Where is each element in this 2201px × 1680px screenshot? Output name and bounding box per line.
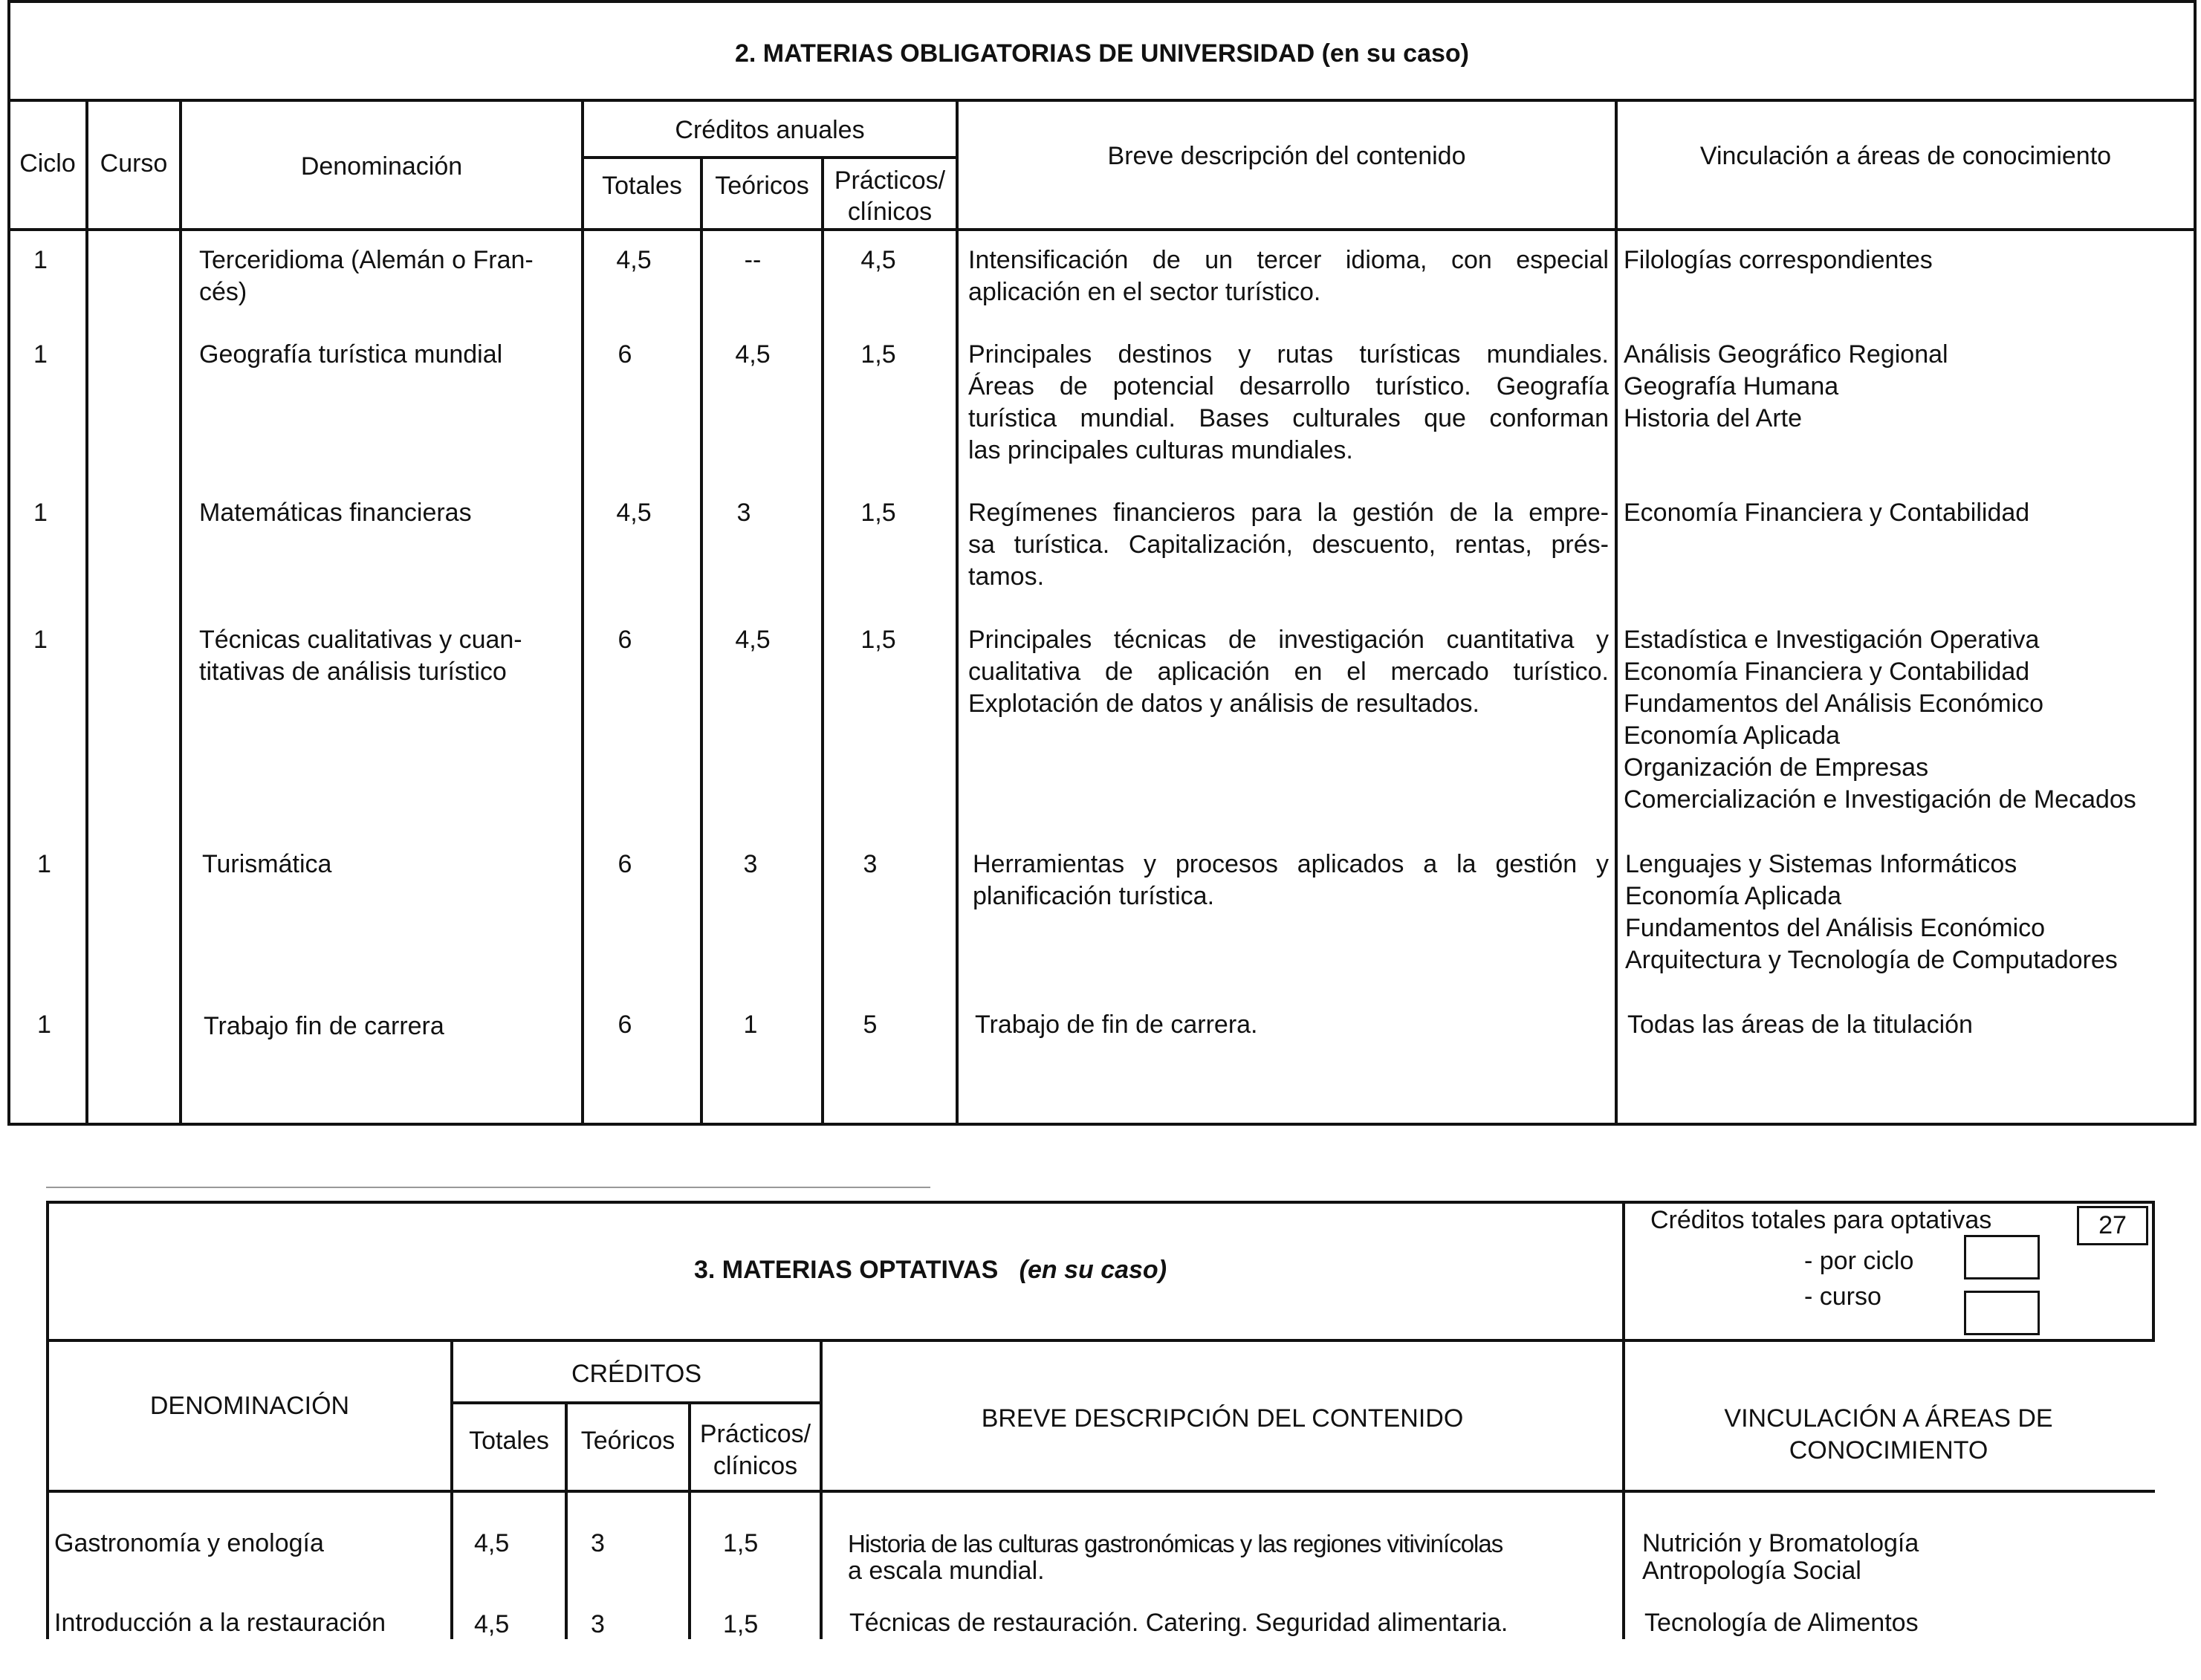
cell-area: Arquitectura y Tecnología de Computadores <box>1625 946 2118 974</box>
cell-totales: 4,5 <box>474 1610 510 1638</box>
cell-descripcion: aplicación en el sector turístico. <box>968 278 1321 306</box>
cell-practicos: 1,5 <box>860 340 896 369</box>
cell-denominacion: Técnicas cualitativas y cuan- <box>199 626 522 654</box>
cell-ciclo: 1 <box>33 246 48 274</box>
cell-ciclo: 1 <box>37 1011 51 1039</box>
header-creditos-anuales: Créditos anuales <box>675 116 865 144</box>
header-descripcion: BREVE DESCRIPCIÓN DEL CONTENIDO <box>981 1404 1464 1433</box>
rule <box>7 0 2197 3</box>
curso-box <box>1964 1291 2040 1335</box>
creditos-totales-value: 27 <box>2098 1211 2127 1239</box>
cell-totales: 4,5 <box>616 246 652 274</box>
cell-denominacion: Gastronomía y enología <box>54 1529 324 1557</box>
cell-area: Comercialización e Investigación de Mecados <box>1624 785 2136 814</box>
header-clinicos: clínicos <box>713 1452 798 1480</box>
cell-descripcion: turística mundial. Bases culturales que conforman <box>968 404 1609 432</box>
cell-teoricos: -- <box>744 246 762 274</box>
rule <box>7 99 2197 102</box>
cell-descripcion: a escala mundial. <box>848 1557 1045 1585</box>
cell-denominacion: Terceridioma (Alemán o Fran- <box>199 246 534 274</box>
cell-denominacion: Geografía turística mundial <box>199 340 503 369</box>
cell-practicos: 3 <box>863 850 878 878</box>
cell-descripcion: Regímenes financieros para la gestión de la empre- <box>968 499 1609 527</box>
cell-area: Historia del Arte <box>1624 404 1802 432</box>
header-vinculacion: Vinculación a áreas de conocimiento <box>1699 142 2112 170</box>
rule <box>2194 0 2197 1126</box>
cell-descripcion: cualitativa de aplicación en el mercado turístico. <box>968 658 1609 686</box>
cell-denominacion: Trabajo fin de carrera <box>204 1012 444 1040</box>
cell-practicos: 4,5 <box>860 246 896 274</box>
cell-descripcion: Explotación de datos y análisis de resultados. <box>968 690 1479 718</box>
cell-teoricos: 3 <box>591 1529 605 1557</box>
cell-descripcion: Herramientas y procesos aplicados a la gestión y <box>973 850 1609 878</box>
cell-area: Antropología Social <box>1642 1557 1861 1585</box>
cell-descripcion: tamos. <box>968 562 1045 591</box>
cell-practicos: 5 <box>863 1011 878 1039</box>
header-creditos: CRÉDITOS <box>571 1360 702 1388</box>
cell-denominacion: Turismática <box>202 850 332 878</box>
cell-totales: 6 <box>617 626 632 654</box>
rule <box>179 99 182 1126</box>
header-practicos: Prácticos/ <box>699 1420 811 1448</box>
cell-denominacion: Matemáticas financieras <box>199 499 472 527</box>
rule <box>2152 1201 2155 1342</box>
cell-totales: 6 <box>617 850 632 878</box>
cell-area: Filologías correspondientes <box>1624 246 1933 274</box>
rule <box>820 1339 823 1639</box>
cell-area: Organización de Empresas <box>1624 753 1929 782</box>
cell-ciclo: 1 <box>37 850 51 878</box>
cell-area: Nutrición y Bromatología <box>1642 1529 1919 1557</box>
cell-descripcion: las principales culturas mundiales. <box>968 436 1353 464</box>
cell-descripcion: Principales destinos y rutas turísticas mundiales. <box>968 340 1609 369</box>
header-vinculacion: CONOCIMIENTO <box>1789 1436 1988 1465</box>
cell-descripcion: Trabajo de fin de carrera. <box>975 1011 1258 1039</box>
header-teoricos: Teóricos <box>580 1427 675 1455</box>
rule <box>85 99 88 1126</box>
cell-totales: 6 <box>617 340 632 369</box>
rule <box>7 1123 2197 1126</box>
header-denominacion: Denominación <box>300 152 463 181</box>
cell-descripcion: Técnicas de restauración. Catering. Seguridad alimentaria. <box>849 1609 1508 1637</box>
cell-area: Geografía Humana <box>1624 372 1839 400</box>
cell-area: Tecnología de Alimentos <box>1644 1609 1919 1637</box>
cell-denominacion: titativas de análisis turístico <box>199 658 507 686</box>
cell-totales: 4,5 <box>474 1529 510 1557</box>
cell-area: Economía Financiera y Contabilidad <box>1624 499 2030 527</box>
cell-area: Fundamentos del Análisis Económico <box>1625 914 2046 942</box>
cell-ciclo: 1 <box>33 499 48 527</box>
por-ciclo-label: - por ciclo <box>1804 1247 1914 1275</box>
cell-area: Lenguajes y Sistemas Informáticos <box>1625 850 2017 878</box>
cell-practicos: 1,5 <box>723 1610 759 1638</box>
cell-teoricos: 1 <box>743 1011 758 1039</box>
header-practicos: Prácticos/ <box>834 166 946 195</box>
cell-descripcion: Historia de las culturas gastronómicas y las regiones vitivinícolas <box>848 1530 1503 1557</box>
cell-teoricos: 4,5 <box>735 626 771 654</box>
cell-denominacion: cés) <box>199 278 247 306</box>
cell-practicos: 1,5 <box>723 1529 759 1557</box>
cell-practicos: 1,5 <box>860 626 896 654</box>
cell-descripcion: Áreas de potencial desarrollo turístico. Geografía <box>968 372 1609 400</box>
header-descripcion: Breve descripción del contenido <box>1107 142 1466 170</box>
rule <box>581 156 956 159</box>
section3-title-suffix: (en su caso) <box>1019 1256 1167 1284</box>
cell-area: Economía Financiera y Contabilidad <box>1624 658 2030 686</box>
rule <box>46 1339 2155 1342</box>
section3-title-main: 3. MATERIAS OPTATIVAS <box>694 1256 999 1284</box>
header-clinicos: clínicos <box>847 198 933 226</box>
curso-label: - curso <box>1804 1282 1881 1311</box>
header-totales: Totales <box>602 172 682 200</box>
cell-area: Análisis Geográfico Regional <box>1624 340 1948 369</box>
cell-area: Economía Aplicada <box>1624 721 1841 750</box>
cell-descripcion: planificación turística. <box>973 882 1215 910</box>
cell-ciclo: 1 <box>33 340 48 369</box>
header-ciclo: Ciclo <box>19 149 76 178</box>
cell-area: Economía Aplicada <box>1625 882 1842 910</box>
cell-teoricos: 3 <box>591 1610 605 1638</box>
rule <box>956 99 959 1126</box>
rule <box>46 1201 2155 1204</box>
header-vinculacion: VINCULACIÓN A ÁREAS DE <box>1724 1404 2053 1433</box>
cell-denominacion: Introducción a la restauración <box>54 1609 386 1637</box>
rule <box>450 1401 820 1404</box>
divider <box>46 1187 930 1188</box>
cell-totales: 4,5 <box>616 499 652 527</box>
cell-ciclo: 1 <box>33 626 48 654</box>
rule <box>7 228 2197 231</box>
section3-title <box>694 1254 1167 1286</box>
cell-area: Fundamentos del Análisis Económico <box>1624 690 2044 718</box>
cell-teoricos: 3 <box>743 850 758 878</box>
header-teoricos: Teóricos <box>715 172 809 200</box>
por-ciclo-box <box>1964 1235 2040 1280</box>
cell-descripcion: sa turística. Capitalización, descuento, rentas, prés- <box>968 531 1609 559</box>
cell-teoricos: 3 <box>736 499 751 527</box>
cell-area: Estadística e Investigación Operativa <box>1624 626 2040 654</box>
header-denominacion: DENOMINACIÓN <box>149 1392 350 1420</box>
cell-practicos: 1,5 <box>860 499 896 527</box>
cell-descripcion: Intensificación de un tercer idioma, con especial <box>968 246 1609 274</box>
header-curso: Curso <box>100 149 168 178</box>
rule <box>46 1490 2155 1493</box>
cell-area: Todas las áreas de la titulación <box>1627 1011 1973 1039</box>
creditos-totales-box <box>2077 1206 2148 1245</box>
cell-descripcion: Principales técnicas de investigación cuantitativa y <box>968 626 1609 654</box>
rule <box>1615 99 1618 1126</box>
cell-teoricos: 4,5 <box>735 340 771 369</box>
cell-totales: 6 <box>617 1011 632 1039</box>
section2-title: 2. MATERIAS OBLIGATORIAS DE UNIVERSIDAD (en su caso) <box>734 39 1469 68</box>
creditos-totales-label: Créditos totales para optativas <box>1650 1206 1992 1234</box>
header-totales: Totales <box>469 1427 549 1455</box>
